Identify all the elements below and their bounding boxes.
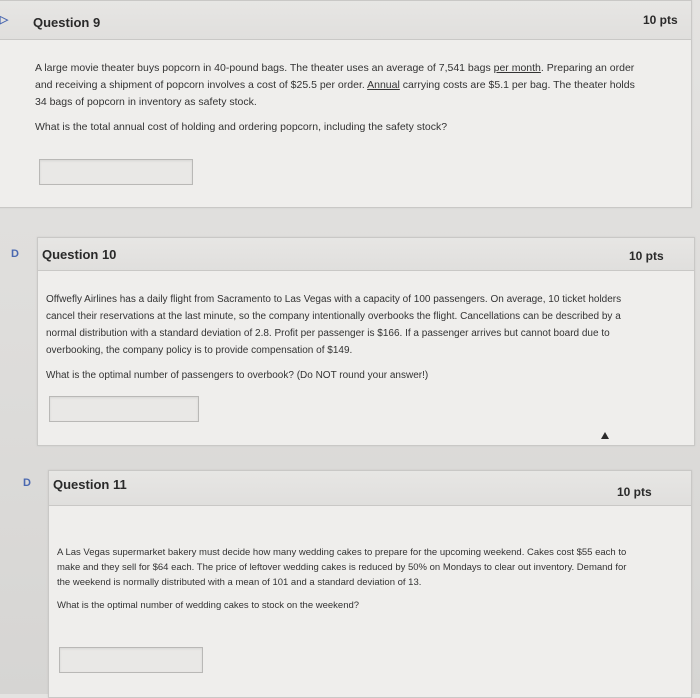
flag-question-9-icon[interactable]: ▷ bbox=[0, 14, 9, 26]
question-9-points: 10 pts bbox=[643, 13, 678, 27]
question-11-points: 10 pts bbox=[617, 485, 652, 499]
mouse-cursor bbox=[601, 432, 609, 439]
question-9-answer-input[interactable] bbox=[39, 159, 193, 185]
question-11-card bbox=[48, 470, 692, 698]
flag-question-10-icon[interactable]: D bbox=[11, 248, 19, 260]
question-10-prompt: What is the optimal number of passengers to overbook? (Do NOT round your answer!) bbox=[46, 370, 429, 381]
question-10-body bbox=[46, 291, 640, 384]
question-10-text: Offwefly Airlines has a daily flight from Sacramento to Las Vegas with a capacity of 100 passengers. On average, 10 ticket holders cancel their reservations at the last minute, so the company intentionally overbooks the flight. Cancellations can be described by a normal distribution with a standard deviation of 2.8. Profit per passenger is $166. If a passenger arrives but cannot board due to overbooking, the company policy is to provide compensation of $149. bbox=[46, 294, 622, 356]
question-9-header bbox=[0, 1, 691, 40]
question-10-answer-input[interactable] bbox=[49, 396, 199, 422]
question-9-title: Question 9 bbox=[33, 15, 101, 30]
question-11-answer-input[interactable] bbox=[59, 647, 203, 673]
question-9-card bbox=[0, 0, 692, 208]
question-11-text: A Las Vegas supermarket bakery must decide how many wedding cakes to prepare for the upcoming weekend. Cakes cost $55 each to make and they sell for $64 each. The price of leftover wedding cakes is reduced by 50% on Mondays to clear out inventory. Demand for the weekend is normally distributed with a mean of 101 and a standard deviation of 13. bbox=[57, 547, 627, 588]
flag-question-11-icon[interactable]: D bbox=[23, 477, 31, 489]
question-11-body bbox=[57, 545, 641, 613]
question-10-title: Question 10 bbox=[42, 247, 117, 262]
question-10-points: 10 pts bbox=[629, 249, 664, 263]
question-11-title: Question 11 bbox=[53, 477, 127, 492]
question-9-prompt: What is the total annual cost of holding and ordering popcorn, including the safety stock? bbox=[35, 121, 448, 133]
question-11-prompt: What is the optimal number of wedding cakes to stock on the weekend? bbox=[57, 600, 360, 611]
question-10-card bbox=[37, 237, 695, 446]
question-9-text: A large movie theater buys popcorn in 40-pound bags. The theater uses an average of 7,541 bags per month. Preparing an order and receiving a shipment of popcorn involves a cost of $25.5 per order. Annual carrying costs are $5.1 per bag. The theater holds 34 bags of popcorn in inventory as safety stock. bbox=[35, 62, 635, 108]
question-9-body bbox=[35, 60, 647, 136]
question-11-header bbox=[49, 471, 691, 506]
question-10-header bbox=[38, 238, 694, 271]
